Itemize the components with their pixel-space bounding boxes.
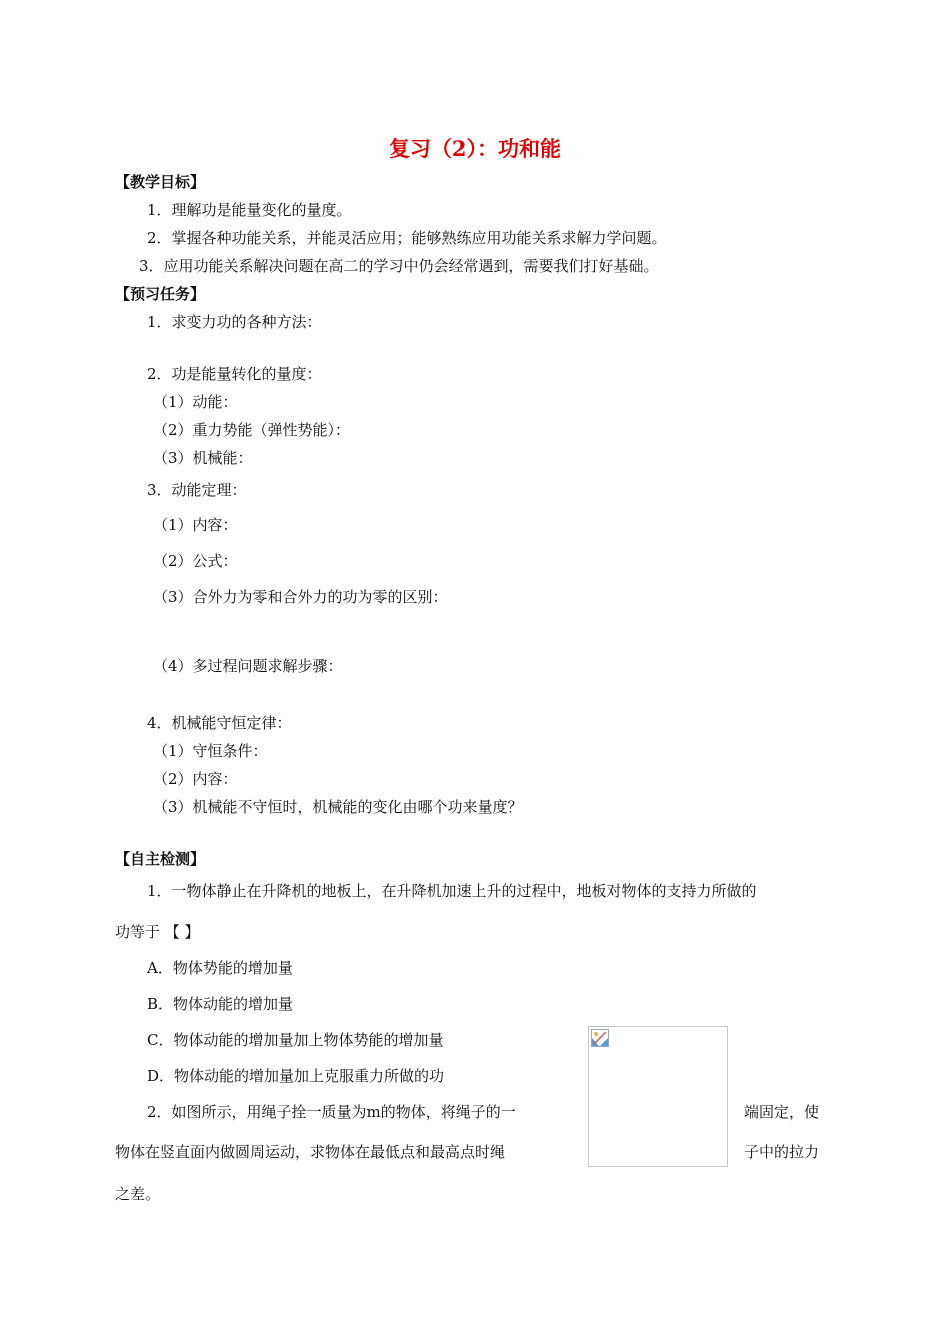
- section-heading-preview: 【预习任务】: [115, 285, 206, 303]
- section-heading-self-check: 【自主检测】: [115, 850, 206, 868]
- goal-item: 3．应用功能关系解决问题在高二的学习中仍会经常遇到，需要我们打好基础。: [139, 257, 659, 275]
- problem-text: 之差。: [115, 1185, 161, 1203]
- problem-text: 2．如图所示，用绳子拴一质量为m的物体，将绳子的一: [147, 1103, 516, 1121]
- preview-subitem: （2）公式：: [153, 552, 238, 570]
- preview-subitem: （2）重力势能（弹性势能）：: [153, 421, 351, 439]
- preview-question: 1．求变力功的各种方法：: [147, 313, 322, 331]
- section-heading-goals: 【教学目标】: [115, 173, 206, 191]
- preview-subitem: （4）多过程问题求解步骤：: [153, 657, 343, 675]
- page-title: 复习（2）：功和能: [388, 136, 562, 161]
- preview-subitem: （3）合外力为零和合外力的功为零的区别：: [153, 588, 448, 606]
- problem-text: 物体在竖直面内做圆周运动，求物体在最低点和最高点时绳: [115, 1143, 506, 1161]
- preview-question: 4．机械能守恒定律：: [147, 714, 292, 732]
- option-item: D．物体动能的增加量加上克服重力所做的功: [147, 1067, 445, 1085]
- preview-subitem: （1）守恒条件：: [153, 742, 268, 760]
- preview-subitem: （2）内容：: [153, 770, 238, 788]
- broken-image-icon: [591, 1029, 609, 1051]
- problem-text: 子中的拉力: [744, 1143, 820, 1161]
- problem-text: 端固定，使: [744, 1103, 820, 1121]
- option-item: C．物体动能的增加量加上物体势能的增加量: [147, 1031, 444, 1049]
- preview-subitem: （3）机械能不守恒时，机械能的变化由哪个功来量度？: [153, 798, 523, 816]
- figure-placeholder: [588, 1026, 728, 1167]
- preview-question: 2．功是能量转化的量度：: [147, 365, 322, 383]
- problem-text: 功等于 【 】: [115, 923, 200, 941]
- problem-text: 1．一物体静止在升降机的地板上，在升降机加速上升的过程中，地板对物体的支持力所做的: [147, 882, 757, 900]
- preview-subitem: （1）内容：: [153, 516, 238, 534]
- preview-subitem: （3）机械能：: [153, 449, 253, 467]
- option-item: B．物体动能的增加量: [147, 995, 294, 1013]
- preview-subitem: （1）动能：: [153, 393, 238, 411]
- option-item: A．物体势能的增加量: [147, 959, 293, 977]
- goal-item: 1．理解功是能量变化的量度。: [147, 201, 352, 219]
- preview-question: 3．动能定理：: [147, 481, 247, 499]
- goal-item: 2．掌握各种功能关系，并能灵活应用；能够熟练应用功能关系求解力学问题。: [147, 229, 667, 247]
